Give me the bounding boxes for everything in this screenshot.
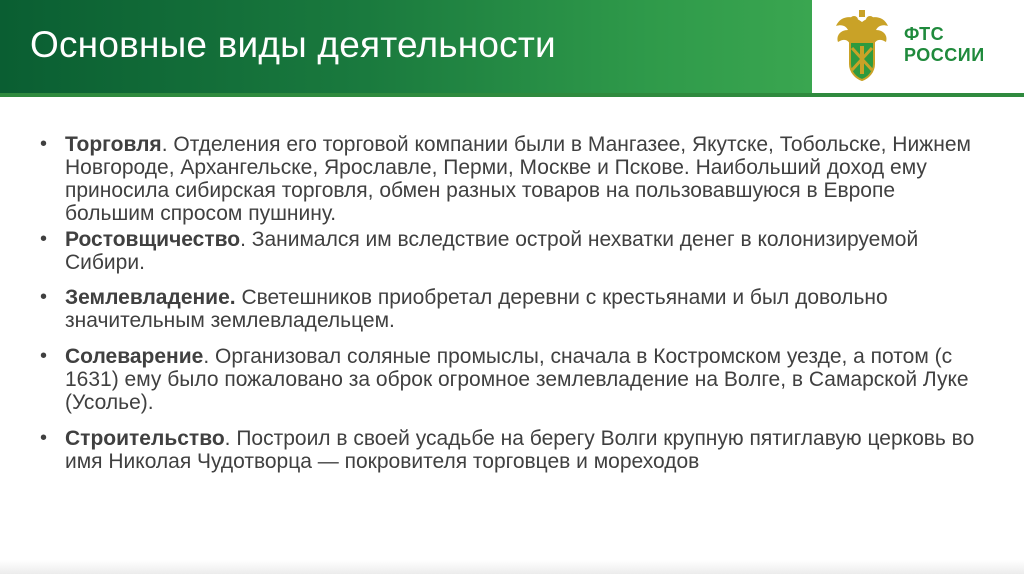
header-divider bbox=[0, 93, 1024, 97]
list-item-construction bbox=[40, 427, 990, 473]
bullet: • bbox=[40, 133, 48, 155]
item-term: Солеварение bbox=[65, 345, 204, 368]
item-term: Ростовщичество bbox=[65, 228, 241, 251]
item-term: Землевладение. bbox=[65, 286, 236, 309]
bullet: • bbox=[40, 345, 48, 367]
item-text: . Занимался им вследствие острой нехватки денег в колонизируемой Сибири. bbox=[65, 228, 919, 274]
item-text: . Построил в своей усадьбе на берегу Волги крупную пятиглавую церковь во имя Николая Чудотворца — покровителя торговцев и мореходов bbox=[65, 427, 975, 473]
slide-title: Основные виды деятельности bbox=[30, 24, 556, 65]
list-item-trade bbox=[40, 133, 990, 225]
bullet: • bbox=[40, 228, 48, 250]
item-text: Светешников приобретал деревни с крестьянами и был довольно значительным землевладельцем. bbox=[65, 286, 888, 332]
double-headed-eagle-emblem-icon bbox=[834, 8, 890, 84]
slide-header bbox=[0, 0, 812, 93]
org-name-line1: ФТС bbox=[904, 24, 945, 44]
bottom-band bbox=[0, 560, 1024, 574]
bullet: • bbox=[40, 286, 48, 308]
list-item-salt-making bbox=[40, 345, 990, 414]
item-term: Торговля bbox=[65, 133, 162, 156]
organization-name bbox=[904, 24, 985, 66]
item-term: Строительство bbox=[65, 427, 225, 450]
item-text: . Организовал соляные промыслы, сначала в Костромском уезде, а потом (с 1631) ему было пожаловано за оброк огромное землевладение на Волге, в Самарской Луке (Усолье). bbox=[65, 345, 969, 414]
bullet: • bbox=[40, 427, 48, 449]
item-text: . Отделения его торговой компании были в Мангазее, Якутске, Тобольске, Нижнем Новгороде, Архангельске, Ярославле, Перми, Москве и Пскове. Наибольший доход ему приносила сибирская торговля, обмен разных товаров на пользовавшуюся в Европе большим спросом пушнину. bbox=[65, 133, 971, 225]
activity-list bbox=[40, 133, 990, 473]
org-name-line2: РОССИИ bbox=[904, 45, 985, 65]
list-item-land-ownership bbox=[40, 286, 990, 332]
list-item-usury bbox=[40, 228, 990, 274]
fts-logo bbox=[812, 0, 1024, 93]
